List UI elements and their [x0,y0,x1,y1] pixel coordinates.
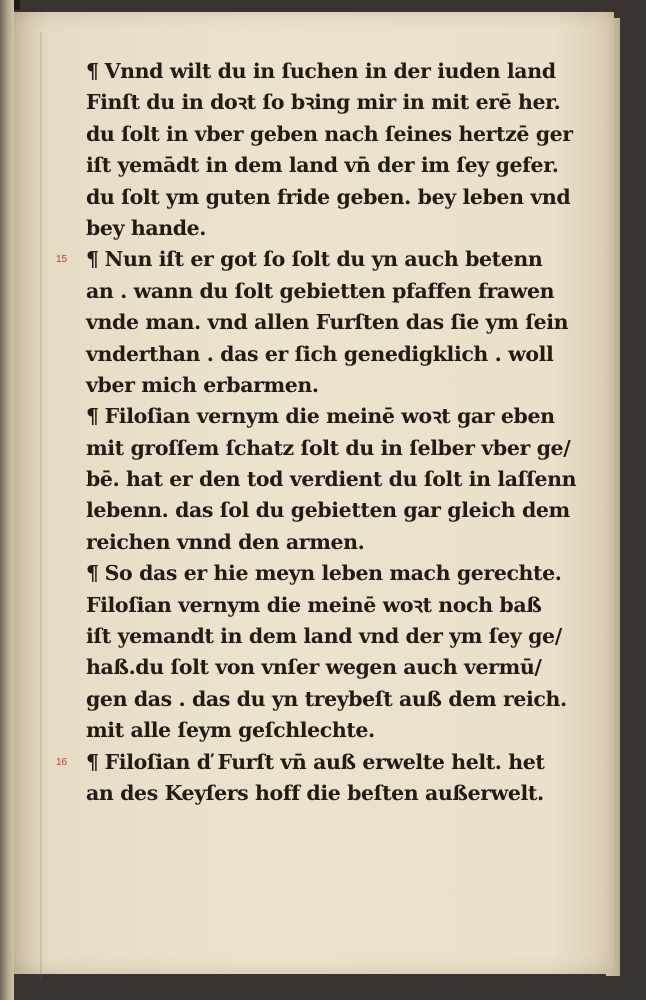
text-line [86,621,586,652]
text-line [86,370,586,401]
facing-page-edge [0,0,14,1000]
text-line [86,464,586,495]
text-line [86,401,586,432]
line-text: Filoſian vernym die meinē woꝛt gar eben [104,404,555,429]
text-line [86,339,586,370]
line-text: mit alle ſeym geſchlechte. [86,718,375,743]
text-line [86,307,586,338]
pilcrow-icon: ¶ [86,749,99,774]
text-line [86,747,586,778]
line-text: bē. hat er den tod verdient du ſolt in laſſenn [86,467,577,492]
page-text [86,56,586,809]
text-line [86,590,586,621]
text-line [86,715,586,746]
line-text: Nun iſt er got ſo ſolt du yn auch betenn [104,247,543,272]
pilcrow-icon: ¶ [86,404,99,429]
line-text: gen das . das du yn treybeſt auß dem reich. [86,686,567,711]
pilcrow-icon: ¶ [86,561,99,586]
text-line [86,182,586,213]
line-text: reichen vnnd den armen. [86,529,365,554]
line-text: vnde man. vnd allen Furſten das ſie ym ſein [86,310,569,335]
line-text: du ſolt ym guten fride geben. bey leben vnd [86,184,571,209]
gutter-shadow [40,32,42,982]
text-line [86,684,586,715]
text-line [86,276,586,307]
text-line [86,778,586,809]
line-text: an . wann du ſolt gebietten pfaffen frawen [86,278,555,303]
text-line [86,244,586,275]
pilcrow-icon: ¶ [86,247,99,272]
text-line [86,495,586,526]
line-text: bey hande. [86,215,207,240]
line-text: vnderthan . das er ſich genedigklich . woll [86,341,554,366]
line-text: Finſt du in doꝛt ſo bꝛing mir in mit erē her. [86,90,561,115]
text-line [86,119,586,150]
line-text: Vnnd wilt du in ſuchen in der iuden land [104,59,556,83]
text-line [86,150,586,181]
pilcrow-icon: ¶ [86,59,99,83]
line-text: vber mich erbarmen. [86,372,319,397]
text-line [86,433,586,464]
line-text: an des Keyſers hoff die beſten außerwelt. [86,780,544,805]
line-number-marker: 15 [56,254,68,266]
line-number-marker: 16 [56,756,68,768]
text-line [86,652,586,683]
text-line [86,527,586,558]
text-line [86,56,586,87]
text-line [86,558,586,589]
line-text: Filoſian vernym die meinē woꝛt noch baß [86,592,542,617]
line-text: iſt yemādt in dem land vn̄ der im ſey gefer. [86,153,559,178]
line-text: haß.du ſolt von vnſer wegen auch vermū/ [86,655,542,680]
line-text: lebenn. das ſol du gebietten gar gleich dem [86,498,570,523]
text-line [86,87,586,118]
line-text: du ſolt in vber geben nach ſeines hertzē ger [86,121,573,146]
line-text: mit groſſem ſchatz ſolt du in ſelber vber ge/ [86,435,571,460]
line-text: iſt yemandt in dem land vnd der ym ſey ge/ [86,624,562,649]
line-text: So das er hie meyn leben mach gerechte. [104,561,562,586]
line-text: Filoſian ď Furſt vn̄ auß erwelte helt. het [104,749,545,774]
text-line [86,213,586,244]
